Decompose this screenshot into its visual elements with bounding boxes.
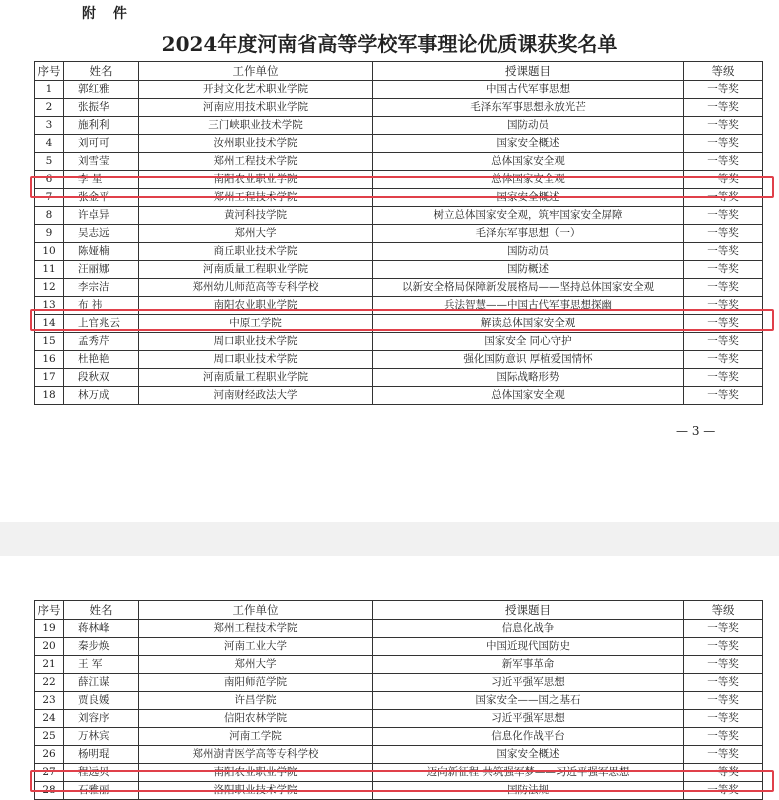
cell-grade: 一等奖 [684,333,763,351]
cell-topic: 中国近现代国防史 [373,638,684,656]
cell-unit: 洛阳职业技术学院 [139,782,373,800]
cell-grade: 一等奖 [684,279,763,297]
cell-no: 24 [35,710,64,728]
cell-name: 张振华 [64,99,139,117]
cell-grade: 一等奖 [684,351,763,369]
table-row [35,243,763,261]
cell-no: 25 [35,728,64,746]
cell-grade: 一等奖 [684,746,763,764]
cell-topic: 信息化作战平台 [373,728,684,746]
table-row [35,207,763,225]
cell-topic: 新军事革命 [373,656,684,674]
table-row [35,99,763,117]
cell-grade: 一等奖 [684,207,763,225]
table-row [35,135,763,153]
cell-name: 许卓异 [64,207,139,225]
cell-name: 秦步焕 [64,638,139,656]
cell-no: 4 [35,135,64,153]
cell-no: 21 [35,656,64,674]
table-header-row [35,601,763,620]
cell-grade: 一等奖 [684,674,763,692]
cell-no: 3 [35,117,64,135]
cell-grade: 一等奖 [684,728,763,746]
cell-name: 刘容序 [64,710,139,728]
cell-no: 17 [35,369,64,387]
cell-topic: 总体国家安全观 [373,387,684,405]
cell-unit: 郑州工程技术学院 [139,189,373,207]
cell-name: 万林宾 [64,728,139,746]
header-grade: 等级 [684,601,763,620]
cell-grade: 一等奖 [684,243,763,261]
cell-unit: 郑州工程技术学院 [139,620,373,638]
cell-unit: 周口职业技术学院 [139,333,373,351]
cell-topic: 毛泽东军事思想（一） [373,225,684,243]
cell-unit: 南阳农业职业学院 [139,764,373,782]
cell-unit: 河南工业大学 [139,638,373,656]
page-number: — 3 — [676,424,716,438]
cell-unit: 许昌学院 [139,692,373,710]
cell-no: 6 [35,171,64,189]
cell-name: 杨明琨 [64,746,139,764]
cell-grade: 一等奖 [684,782,763,800]
cell-unit: 河南应用技术职业学院 [139,99,373,117]
table-row [35,369,763,387]
cell-unit: 郑州大学 [139,225,373,243]
cell-unit: 南阳师范学院 [139,674,373,692]
table-row [35,728,763,746]
table-row [35,387,763,405]
cell-grade: 一等奖 [684,225,763,243]
cell-name: 林万成 [64,387,139,405]
cell-name: 刘雪莹 [64,153,139,171]
table-row [35,153,763,171]
cell-no: 28 [35,782,64,800]
cell-no: 14 [35,315,64,333]
cell-no: 8 [35,207,64,225]
header-no: 序号 [35,601,64,620]
table-row [35,225,763,243]
page-separator [0,522,779,556]
cell-topic: 国家安全概述 [373,746,684,764]
cell-grade: 一等奖 [684,297,763,315]
cell-name: 陈娅楠 [64,243,139,261]
cell-no: 22 [35,674,64,692]
cell-grade: 一等奖 [684,692,763,710]
table-row [35,620,763,638]
cell-unit: 郑州大学 [139,656,373,674]
table-row [35,674,763,692]
cell-name: 杜艳艳 [64,351,139,369]
table-row [35,117,763,135]
cell-grade: 一等奖 [684,638,763,656]
cell-topic: 信息化战争 [373,620,684,638]
cell-name: 石雅丽 [64,782,139,800]
cell-unit: 信阳农林学院 [139,710,373,728]
page-title: 2024年度河南省高等学校军事理论优质课获奖名单 [161,32,618,56]
cell-unit: 开封文化艺术职业学院 [139,81,373,99]
cell-topic: 国际战略形势 [373,369,684,387]
cell-topic: 毛泽东军事思想永放光芒 [373,99,684,117]
award-table-page-1 [34,61,763,405]
table-row [35,261,763,279]
cell-topic: 国防动员 [373,243,684,261]
table-row [35,279,763,297]
cell-no: 7 [35,189,64,207]
cell-no: 1 [35,81,64,99]
header-grade: 等级 [684,62,763,81]
highlight-box-row-27 [30,770,774,792]
cell-topic: 习近平强军思想 [373,674,684,692]
cell-name: 上官兆云 [64,315,139,333]
cell-grade: 一等奖 [684,117,763,135]
cell-unit: 河南工学院 [139,728,373,746]
cell-grade: 一等奖 [684,189,763,207]
cell-no: 10 [35,243,64,261]
cell-grade: 一等奖 [684,369,763,387]
cell-name: 段秋双 [64,369,139,387]
cell-topic: 国家安全概述 [373,135,684,153]
cell-unit: 黄河科技学院 [139,207,373,225]
cell-name: 李 星 [64,171,139,189]
cell-unit: 郑州澍青医学高等专科学校 [139,746,373,764]
cell-topic: 总体国家安全观 [373,171,684,189]
document-page-2 [0,556,779,800]
highlight-box-row-13 [30,309,774,331]
cell-topic: 习近平强军思想 [373,710,684,728]
highlight-box-row-6 [30,176,774,198]
cell-no: 9 [35,225,64,243]
cell-unit: 三门峡职业技术学院 [139,117,373,135]
cell-topic: 树立总体国家安全观，筑牢国家安全屏障 [373,207,684,225]
table-row [35,656,763,674]
cell-grade: 一等奖 [684,764,763,782]
cell-topic: 总体国家安全观 [373,153,684,171]
header-unit: 工作单位 [139,62,373,81]
cell-name: 吴志远 [64,225,139,243]
header-topic: 授课题目 [373,62,684,81]
cell-no: 18 [35,387,64,405]
cell-name: 蒋林峰 [64,620,139,638]
table-row [35,333,763,351]
cell-no: 26 [35,746,64,764]
cell-name: 张金平 [64,189,139,207]
cell-no: 16 [35,351,64,369]
cell-no: 27 [35,764,64,782]
cell-no: 20 [35,638,64,656]
cell-grade: 一等奖 [684,261,763,279]
cell-topic: 国家安全概述 [373,189,684,207]
cell-name: 孟秀芹 [64,333,139,351]
cell-unit: 河南质量工程职业学院 [139,261,373,279]
cell-unit: 汝州职业技术学院 [139,135,373,153]
cell-name: 郭红雅 [64,81,139,99]
cell-name: 汪丽娜 [64,261,139,279]
header-name: 姓名 [64,601,139,620]
cell-unit: 郑州幼儿师范高等专科学校 [139,279,373,297]
cell-topic: 国家安全 同心守护 [373,333,684,351]
cell-name: 薛江谋 [64,674,139,692]
cell-topic: 以新安全格局保障新发展格局——坚持总体国家安全观 [373,279,684,297]
table-row [35,692,763,710]
cell-grade: 一等奖 [684,315,763,333]
cell-grade: 一等奖 [684,135,763,153]
cell-unit: 郑州工程技术学院 [139,153,373,171]
cell-no: 2 [35,99,64,117]
cell-unit: 南阳农业职业学院 [139,297,373,315]
cell-unit: 河南财经政法大学 [139,387,373,405]
table-row [35,81,763,99]
table-header-row [35,62,763,81]
cell-name: 施利利 [64,117,139,135]
header-topic: 授课题目 [373,601,684,620]
cell-topic: 国家安全——国之基石 [373,692,684,710]
cell-no: 23 [35,692,64,710]
cell-topic: 兵法智慧——中国古代军事思想探幽 [373,297,684,315]
cell-grade: 一等奖 [684,387,763,405]
cell-no: 5 [35,153,64,171]
header-no: 序号 [35,62,64,81]
cell-topic: 国防法规 [373,782,684,800]
cell-unit: 河南质量工程职业学院 [139,369,373,387]
attachment-label: 附 件 [82,6,133,22]
table-row [35,351,763,369]
cell-no: 13 [35,297,64,315]
cell-grade: 一等奖 [684,171,763,189]
cell-unit: 周口职业技术学院 [139,351,373,369]
header-name: 姓名 [64,62,139,81]
cell-name: 程远贝 [64,764,139,782]
cell-name: 贾良媛 [64,692,139,710]
table-row [35,746,763,764]
cell-name: 布 祎 [64,297,139,315]
cell-grade: 一等奖 [684,710,763,728]
cell-name: 王 军 [64,656,139,674]
cell-topic: 国防动员 [373,117,684,135]
cell-grade: 一等奖 [684,620,763,638]
cell-topic: 国防概述 [373,261,684,279]
cell-topic: 迈向新征程 共筑强军梦——习近平强军思想 [373,764,684,782]
table-row [35,638,763,656]
cell-unit: 商丘职业技术学院 [139,243,373,261]
cell-no: 19 [35,620,64,638]
cell-unit: 中原工学院 [139,315,373,333]
cell-no: 11 [35,261,64,279]
cell-unit: 南阳农业职业学院 [139,171,373,189]
table-row [35,710,763,728]
header-unit: 工作单位 [139,601,373,620]
cell-grade: 一等奖 [684,153,763,171]
cell-grade: 一等奖 [684,99,763,117]
cell-topic: 中国古代军事思想 [373,81,684,99]
cell-no: 15 [35,333,64,351]
cell-no: 12 [35,279,64,297]
cell-grade: 一等奖 [684,81,763,99]
cell-topic: 解读总体国家安全观 [373,315,684,333]
cell-name: 李宗洁 [64,279,139,297]
cell-name: 刘可可 [64,135,139,153]
cell-topic: 强化国防意识 厚植爱国情怀 [373,351,684,369]
cell-grade: 一等奖 [684,656,763,674]
